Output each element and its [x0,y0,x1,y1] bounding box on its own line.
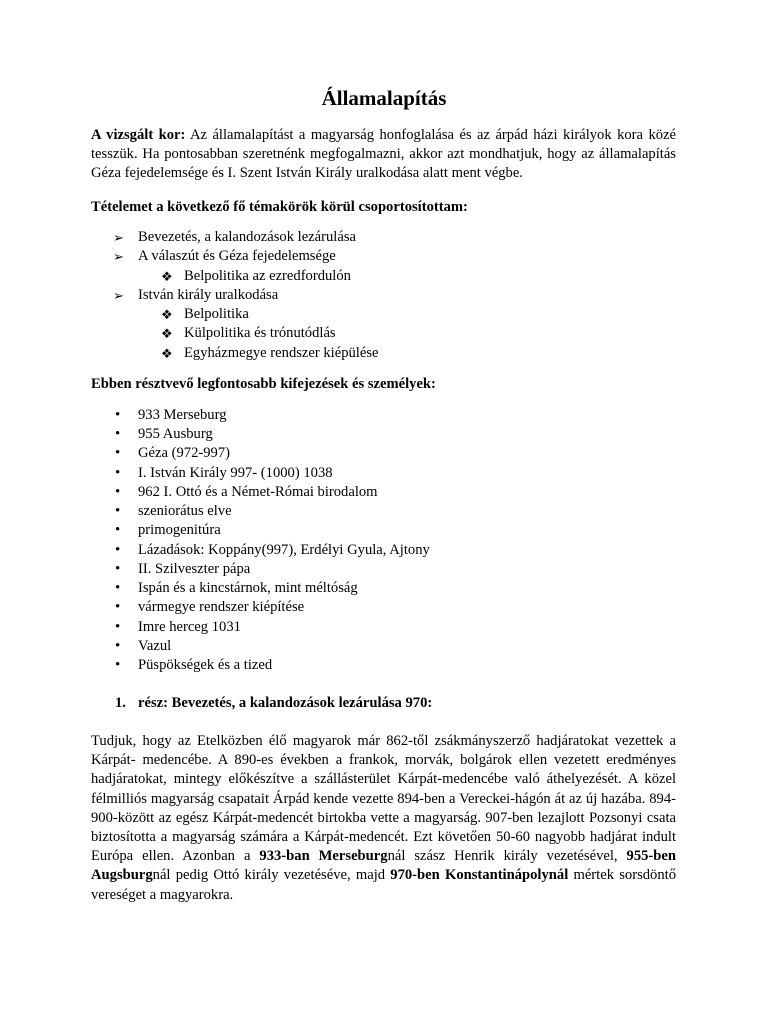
arrow-bullet-icon: ➢ [113,288,124,303]
arrow-bullet-icon: ➢ [113,249,124,264]
arrow-bullet-icon: ➢ [113,230,124,245]
bold-term: 970-ben Konstantinápolynál [390,867,569,884]
diamond-bullet-icon: ❖ [161,269,173,284]
bullet-icon: • [115,426,121,442]
bullet-icon: • [115,619,121,635]
bullet-icon: • [115,580,121,596]
intro-paragraph [91,126,676,184]
body-paragraph: Tudjuk, hogy az Etelközben élő magyarok már 862-től zsákmányszerző hadjáratokat vezettek a Kárpát- medencébe. A 890-es években a frankok, morvák, bolgárok ellen vezetett eredményes hadjáratokat, mintegy előkészítve a szállásterület Kárpát-medencébe való áthelyezését. A közel félmilliós magyarság csapatait Árpád kende vezette 894-ben a Vereckei-hágón át az új hazába. 894-900-között az egész Kárpát-medencét birtokba vette a magyarság. 907-ben lezajlott Pozsonyi csata biztosította a magyarság számára a Kárpát-medencét. Ezt követően 50-60 nagyobb hadjárat indult Európa ellen. Azonban a 933-ban Merseburgnál szász Henrik király vezetésével, 955-ben Augsburgnál pedig Ottó király vezetéséve, majd 970-ben Konstantinápolynál mértek sorsdöntő vereséget a magyarokra. [91,733,676,903]
topics-heading: Tételemet a következő fő témakörök körül csoportosítottam: [91,199,468,215]
bold-term: 955-ben Augsburg [91,848,676,884]
diamond-bullet-icon: ❖ [161,326,173,341]
bullet-icon: • [115,561,121,577]
diamond-bullet-icon: ❖ [161,346,173,361]
intro-label: A vizsgált kor: [91,127,186,143]
bullet-icon: • [115,522,121,538]
intro-text: Az államalapítást a magyarság honfoglalása és az árpád házi királyok kora közé tesszük. Ha pontosabban szeretnénk megfogalmazni, akkor azt mondhatjuk, hogy az államalapítás Géza fejedelemsége és I. Szent István Király uralkodása alatt ment végbe. [91,127,676,182]
bold-term: 933-ban Merseburg [259,848,388,865]
bullet-icon: • [115,638,121,654]
document-page: Államalapítás A vizsgált kor: Az államalapítást a magyarság honfoglalása és az árpád házi királyok kora közé tesszük. Ha pontosabban szeretnénk megfogalmazni, akkor azt mondhatjuk, hogy az államalapítás Géza fejedelemsége és I. Szent István Király uralkodása alatt ment végbe. Tételemet a következő fő témakörök körül csoportosítottam: ➢ Bevezetés, a kalandozások lezárulása ➢ A válaszút és Géza fejedelemsége ❖ Belpolitika az ezredfordulón ➢ István király uralkodása ❖ Belpolitika ❖ Külpolitika és trónutódlás ❖ Egyházmegye rendszer kiépülése Ebben résztvevő legfontosabb kifejezések és személyek: • 933 Merseburg • 955 Ausburg • Géza (972-997) • I. István Király 997- (1000) 1038 • 962 I. Ottó és a Német-Római birodalom • szeniorátus elve • primogenitúra • Lázadások: Koppány(997), Erdélyi Gyula, Ajtony • II. Szilveszter pápa • Ispán és a kincstárnok, mint méltóság • vármegye rendszer kiépítése • Imre herceg 1031 • Vazul • Püspökségek és a tized 1. rész: Bevezetés, a kalandozások lezárulása 970: Tudjuk, hogy az Etelközben élő magyarok már 862-től zsákmányszerző hadjáratokat vezettek a Kárpát- medencébe. A 890-es években a frankok, morvák, bolgárok ellen vezetett eredményes hadjáratokat, mintegy előkészítve a szállásterület Kárpát-medencébe való áthelyezését. A közel félmilliós magyarság csapatait Árpád kende vezette 894-ben a Vereckei-hágón át az új hazába. 894-900-között az egész Kárpát-medencét birtokba vette a magyarság. 907-ben lezajlott Pozsonyi csata biztosította a magyarság számára a Kárpát-medencét. Ezt követően 50-60 nagyobb hadjárat indult Európa ellen. Azonban a 933-ban Merseburgnál szász Henrik király vezetésével, 955-ben Augsburgnál pedig Ottó király vezetéséve, majd 970-ben Konstantinápolynál mértek sorsdöntő vereséget a magyarokra. [0,0,768,1024]
section-number: 1. [115,695,126,711]
bullet-icon: • [115,465,121,481]
bullet-icon: • [115,445,121,461]
terms-heading: Ebben résztvevő legfontosabb kifejezések és személyek: [91,376,436,392]
section-title: rész: Bevezetés, a kalandozások lezárulása 970: [138,695,433,711]
bullet-icon: • [115,657,121,673]
document-title: Államalapítás [321,86,447,110]
bullet-icon: • [115,484,121,500]
diamond-bullet-icon: ❖ [161,307,173,322]
bullet-icon: • [115,542,121,558]
bullet-icon: • [115,599,121,615]
bullet-icon: • [115,407,121,423]
bullet-icon: • [115,503,121,519]
